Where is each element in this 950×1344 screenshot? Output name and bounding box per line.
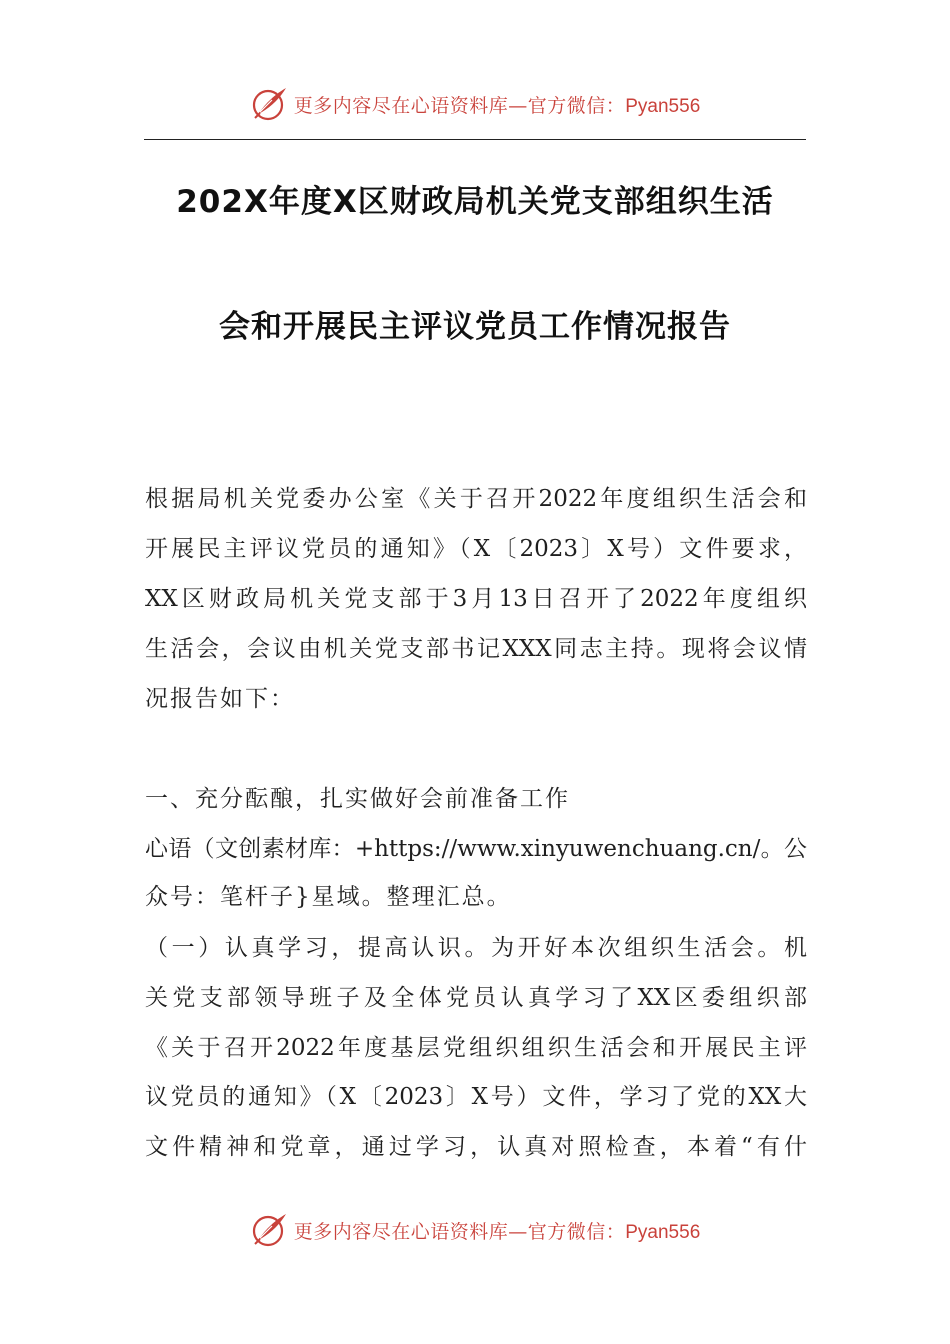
section-heading: 一、充分酝酿，扎实做好会前准备工作 bbox=[145, 786, 570, 812]
document-title-line-1: 202X年度X区财政局机关党支部组织生活 bbox=[176, 184, 774, 220]
header-rule bbox=[144, 139, 806, 140]
body-line: 文件精神和党章，通过学习，认真对照检查，本着“有什 bbox=[145, 1134, 807, 1160]
quill-logo-icon bbox=[250, 84, 290, 124]
footer-watermark bbox=[0, 1208, 950, 1252]
header-watermark bbox=[0, 82, 950, 126]
body-line: 《关于召开2022年度基层党组织组织生活会和开展民主评 bbox=[145, 1035, 807, 1061]
watermark-text: 更多内容尽在心语资料库—官方微信：Pyan556 bbox=[293, 94, 701, 117]
body-line: 根据局机关党委办公室《关于召开2022年度组织生活会和 bbox=[145, 486, 807, 512]
body-line: （一）认真学习，提高认识。为开好本次组织生活会。机 bbox=[145, 935, 807, 961]
body-line: XX区财政局机关党支部于3月13日召开了2022年度组织 bbox=[145, 586, 807, 612]
body-line: 况报告如下： bbox=[145, 686, 295, 712]
quill-logo-icon bbox=[250, 1210, 290, 1250]
body-line: 众号：笔杆子}星域。整理汇总。 bbox=[145, 884, 512, 910]
document-title-line-2: 会和开展民主评议党员工作情况报告 bbox=[219, 309, 731, 345]
body-line: 议党员的通知》（X〔2023〕X号）文件，学习了党的XX大 bbox=[145, 1084, 807, 1110]
body-line: 关党支部领导班子及全体党员认真学习了XX区委组织部 bbox=[145, 985, 807, 1011]
body-line: 心语（文创素材库：+https://www.xinyuwenchuang.cn/。公 bbox=[145, 836, 807, 862]
body-line: 生活会，会议由机关党支部书记XXX同志主持。现将会议情 bbox=[145, 636, 807, 662]
body-line: 开展民主评议党员的通知》（X〔2023〕X号）文件要求， bbox=[145, 536, 807, 562]
watermark-text: 更多内容尽在心语资料库—官方微信：Pyan556 bbox=[293, 1220, 701, 1243]
